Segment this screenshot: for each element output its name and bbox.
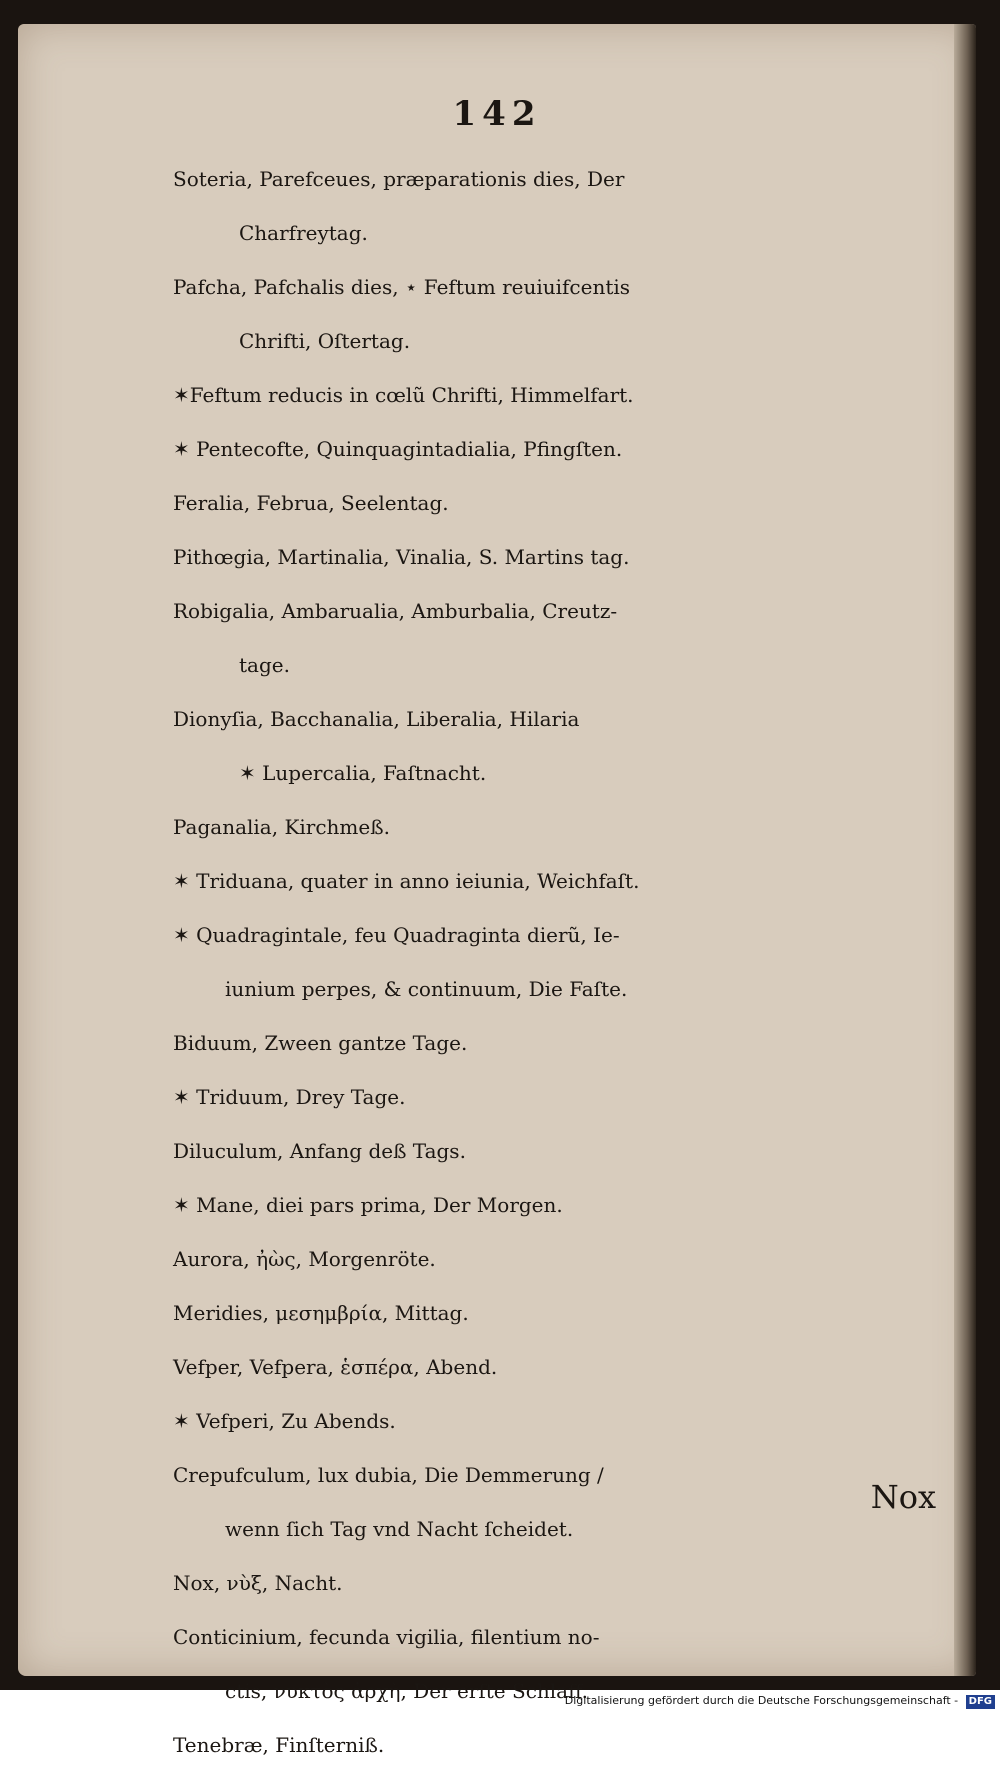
entry-line: Feralia, Februa, Seelentag. <box>173 491 449 515</box>
entry-line: tage. <box>239 653 290 677</box>
entry-line: Robigalia, Ambarualia, Amburbalia, Creutz- <box>173 599 618 623</box>
entry-line: Chrifti, Oſtertag. <box>239 329 411 353</box>
entry-line: ✶ Triduana, quater in anno ieiunia, Weichfaſt. <box>173 869 640 893</box>
entry-line: Aurora, ἠὼς, Morgenröte. <box>173 1247 436 1271</box>
entry-line: Crepufculum, lux dubia, Die Demmerung / <box>173 1463 604 1487</box>
entry-line: ✶ Mane, diei pars prima, Der Morgen. <box>173 1193 563 1217</box>
entry-line: Vefper, Vefpera, ἑσπέρα, Abend. <box>173 1355 498 1379</box>
entry-line: ✶Feftum reducis in cœlũ Chrifti, Himmelfart. <box>173 383 634 407</box>
entry-line: wenn ſich Tag vnd Nacht ſcheidet. <box>225 1517 574 1541</box>
entry-line: Pafcha, Pafchalis dies, ⋆ Feftum reuiuifcentis <box>173 275 631 299</box>
entry-line: Charfreytag. <box>239 221 368 245</box>
digitization-footer <box>0 1692 995 1710</box>
entry-line: ✶ Pentecofte, Quinquagintadialia, Pfingſten. <box>173 437 623 461</box>
entry-line: Paganalia, Kirchmeß. <box>173 815 390 839</box>
entry-line: ✶ Lupercalia, Faſtnacht. <box>239 761 487 785</box>
entry-line: ✶ Quadragintale, feu Quadraginta dierũ, Ie- <box>173 923 620 947</box>
entry-line: iunium perpes, & continuum, Die Faſte. <box>225 977 628 1001</box>
entry-line: ctis, νυκτὸς ἀρχὴ, Der erſte Schlaff. <box>225 1679 588 1703</box>
dfg-logo: DFG <box>966 1695 995 1709</box>
footer-text: Digitalisierung gefördert durch die Deutsche Forschungsgemeinschaft - <box>564 1694 959 1707</box>
entry-line: ✶ Vefperi, Zu Abends. <box>173 1409 396 1433</box>
catchword: Nox <box>870 1478 936 1516</box>
entry-line: Biduum, Zween gantze Tage. <box>173 1031 468 1055</box>
entry-line: Tenebræ, Finſterniß. <box>173 1733 385 1757</box>
page-number: 142 <box>452 94 542 134</box>
entry-line: Soteria, Parefceues, præparationis dies, Der <box>173 167 625 191</box>
entry-line: ✶ Triduum, Drey Tage. <box>173 1085 406 1109</box>
entry-line: Diluculum, Anfang deß Tags. <box>173 1139 466 1163</box>
entry-line: Conticinium, fecunda vigilia, filentium no- <box>173 1625 600 1649</box>
entry-line: Pithœgia, Martinalia, Vinalia, S. Martins tag. <box>173 545 630 569</box>
entry-line: Nox, νὺξ, Nacht. <box>173 1571 343 1595</box>
entry-line: Meridies, μεσημβρία, Mittag. <box>173 1301 469 1325</box>
entry-line: Dionyſia, Bacchanalia, Liberalia, Hilaria <box>173 707 580 731</box>
glossary-entries <box>173 152 973 1772</box>
